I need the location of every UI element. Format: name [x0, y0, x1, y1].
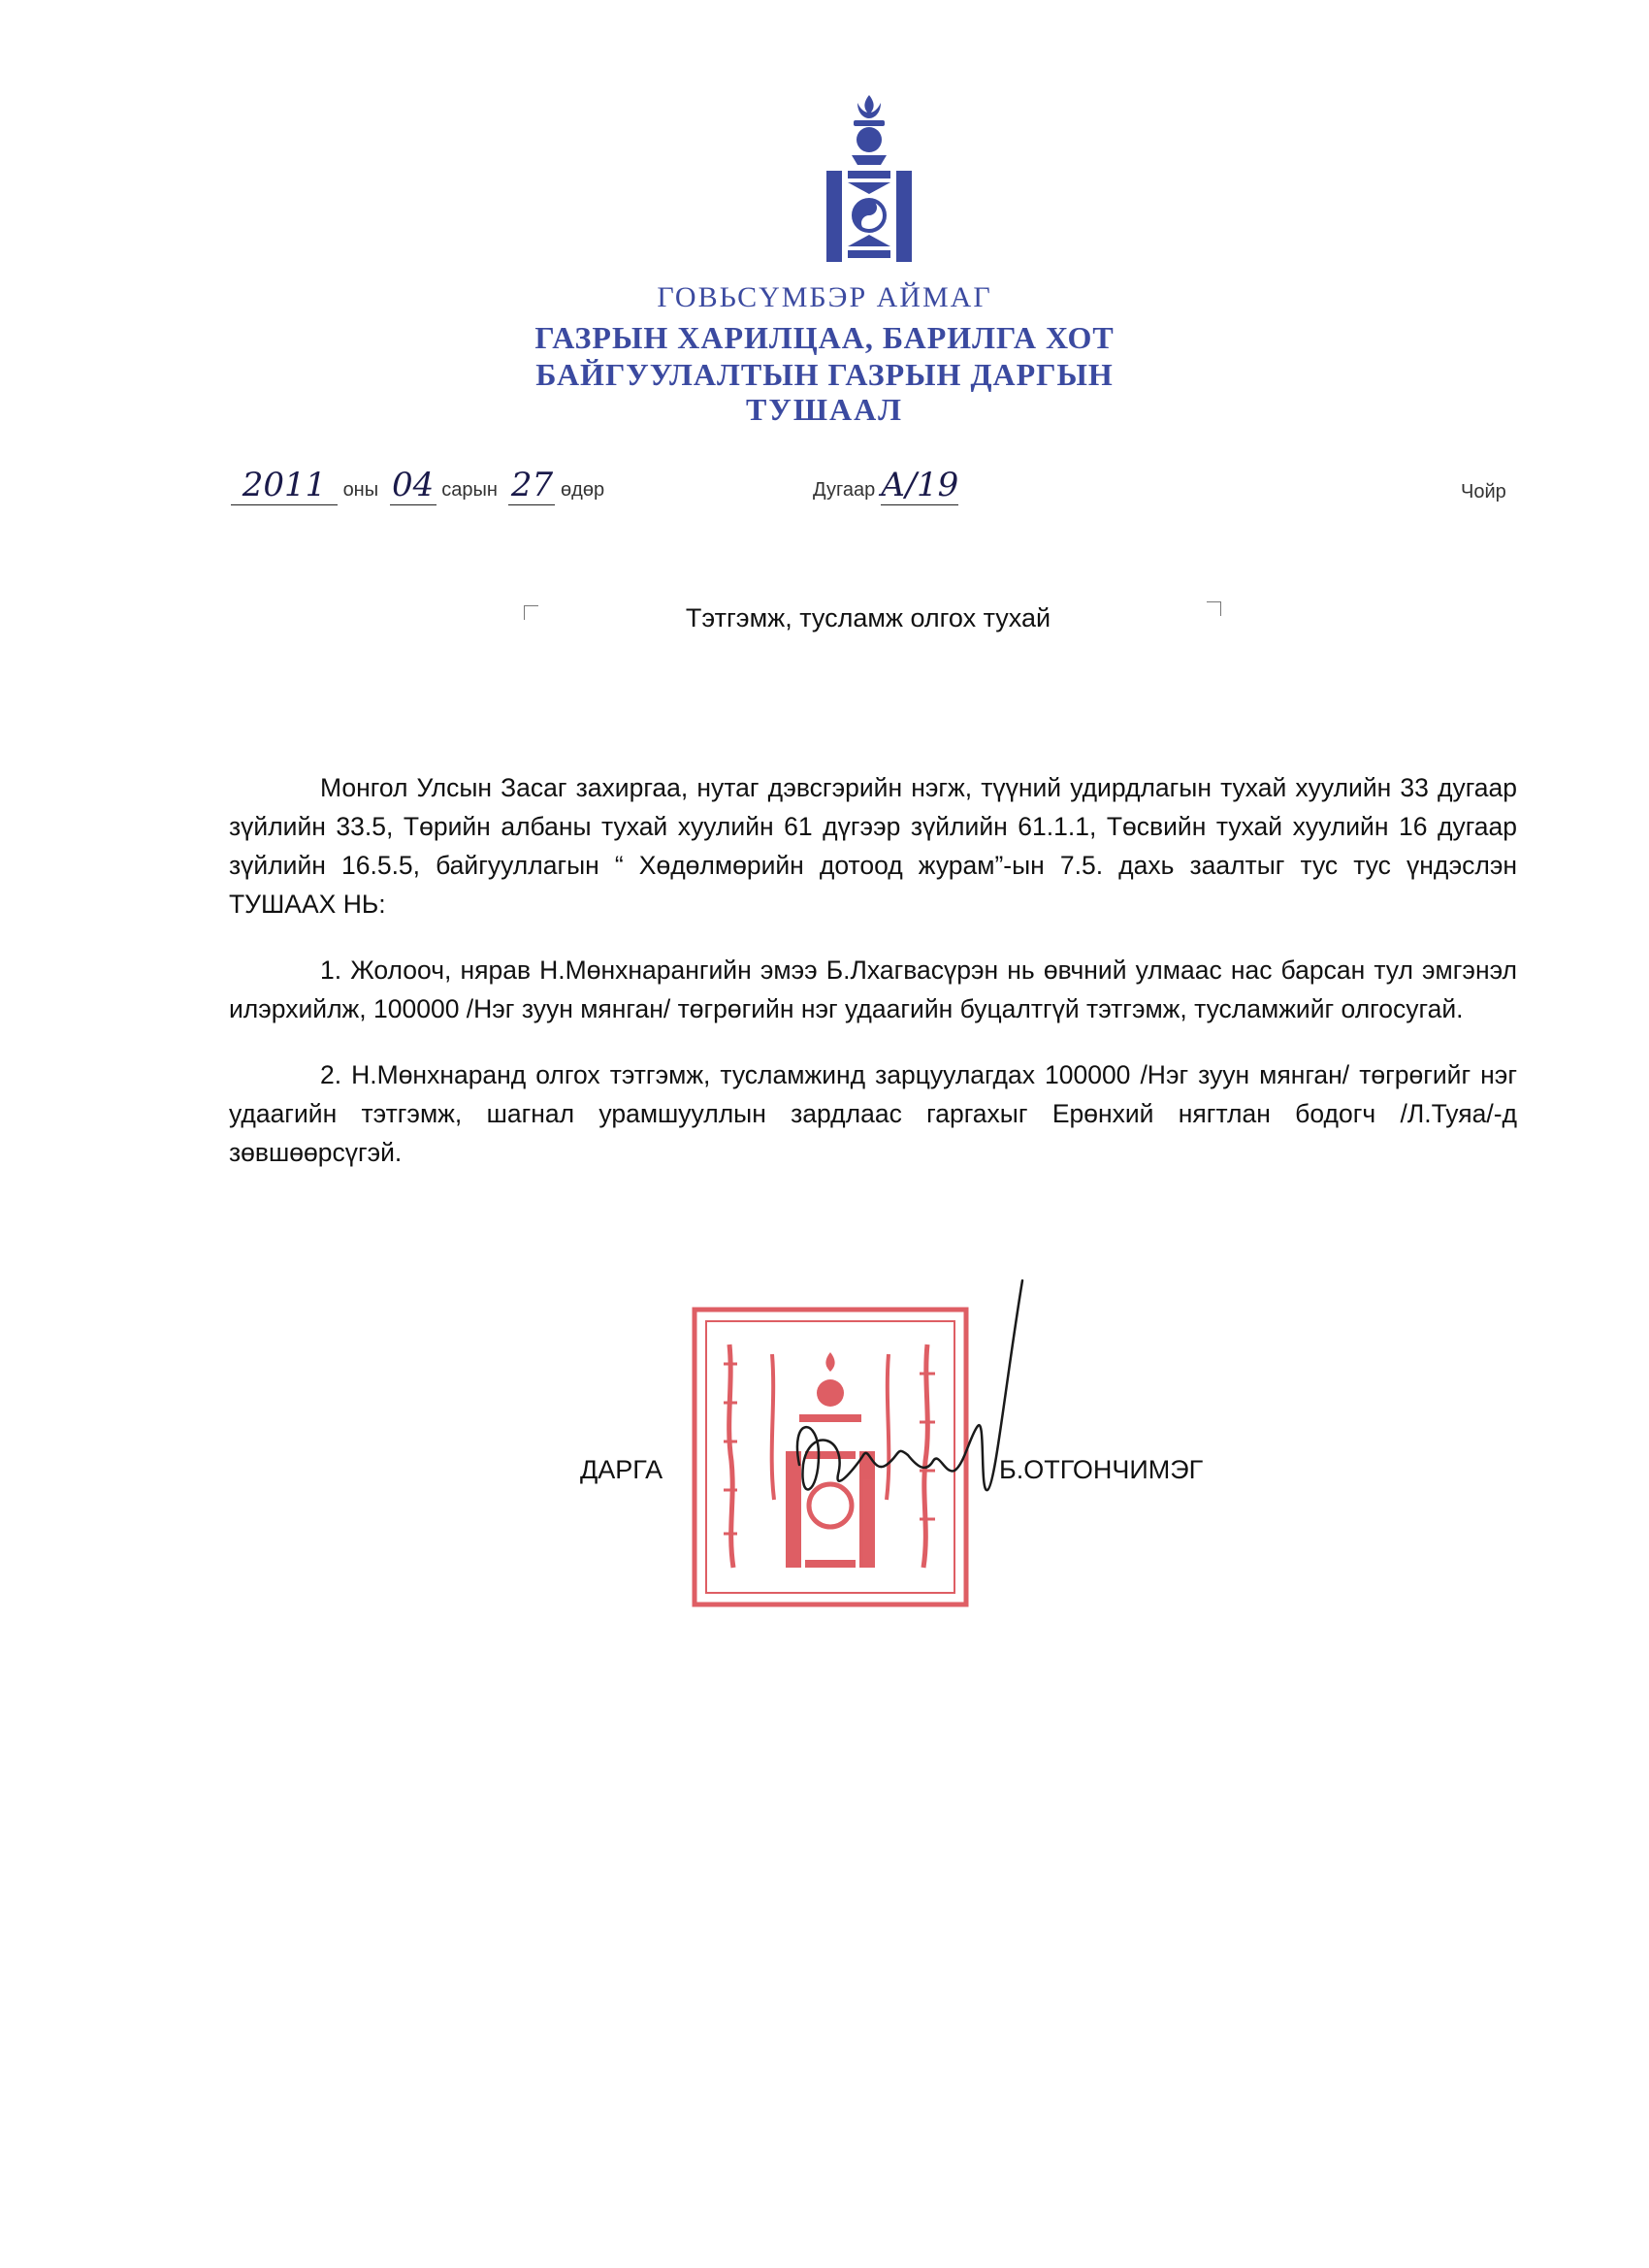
year-value: 2011 — [231, 466, 338, 505]
preamble-paragraph: Монгол Улсын Засаг захиргаа, нутаг дэвсгэрийн нэгж, түүний удирдлагын тухай хуулийн 33 дугаар зүйлийн 33.5, Төрийн албаны тухай хуулийн 61 дүгээр зүйлийн 61.1.1, Төсвийн тухай хуулийн 16 дугаар зүйлийн 16.5.5, байгууллагын “ Хөдөлмөрийн дотоод журам”-ын 7.5. дахь заалтыг тус тус үндэслэн ТУШААХ НЬ: — [229, 773, 1517, 919]
signatory-title: ДАРГА — [580, 1455, 663, 1484]
handwritten-signature — [780, 1271, 1032, 1542]
year-suffix: оны — [342, 479, 379, 501]
date-line — [231, 466, 604, 505]
organization-line-2: БАЙГУУЛАЛТЫН ГАЗРЫН ДАРГЫН — [535, 357, 1114, 392]
number-label: Дугаар — [813, 479, 876, 501]
document-body — [229, 768, 1517, 1199]
soyombo-emblem-icon — [823, 93, 916, 264]
subject-title: Тэтгэмж, тусламж олгох тухай — [685, 603, 1051, 632]
month-suffix: сарын — [441, 479, 498, 501]
order-item-1: 1. Жолооч, нярав Н.Мөнхнарангийн эмээ Б.Лхагвасүрэн нь өвчний улмаас нас барсан тул эмгэнэл илэрхийлж, 100000 /Нэг зуун мянган/ төгрөгийн нэг удаагийн буцалтгүй тэтгэмж, тусламжийг олгосугай. — [229, 956, 1517, 1023]
place-name: Чойр — [1461, 481, 1506, 502]
number-value: А/19 — [880, 466, 959, 504]
day-suffix: өдөр — [561, 479, 605, 501]
month-value: 04 — [390, 466, 436, 505]
day-value: 27 — [508, 466, 555, 505]
organization-line-1: ГАЗРЫН ХАРИЛЦАА, БАРИЛГА ХОТ — [534, 320, 1115, 355]
document-number — [813, 466, 958, 505]
aimag-name: ГОВЬСҮМБЭР АЙМАГ — [657, 281, 992, 313]
signatory-name: Б.ОТГОНЧИМЭГ — [999, 1455, 1204, 1484]
document-type: ТУШААЛ — [745, 392, 904, 427]
order-item-2: 2. Н.Мөнхнаранд олгох тэтгэмж, тусламжинд зарцуулагдах 100000 /Нэг зуун мянган/ төгрөгийг нэг удаагийн тэтгэмж, шагнал урамшууллын зардлаас гаргахыг Ерөнхий нягтлан бодогч /Л.Туяа/-д зөвшөөрсүгэй. — [229, 1060, 1517, 1167]
